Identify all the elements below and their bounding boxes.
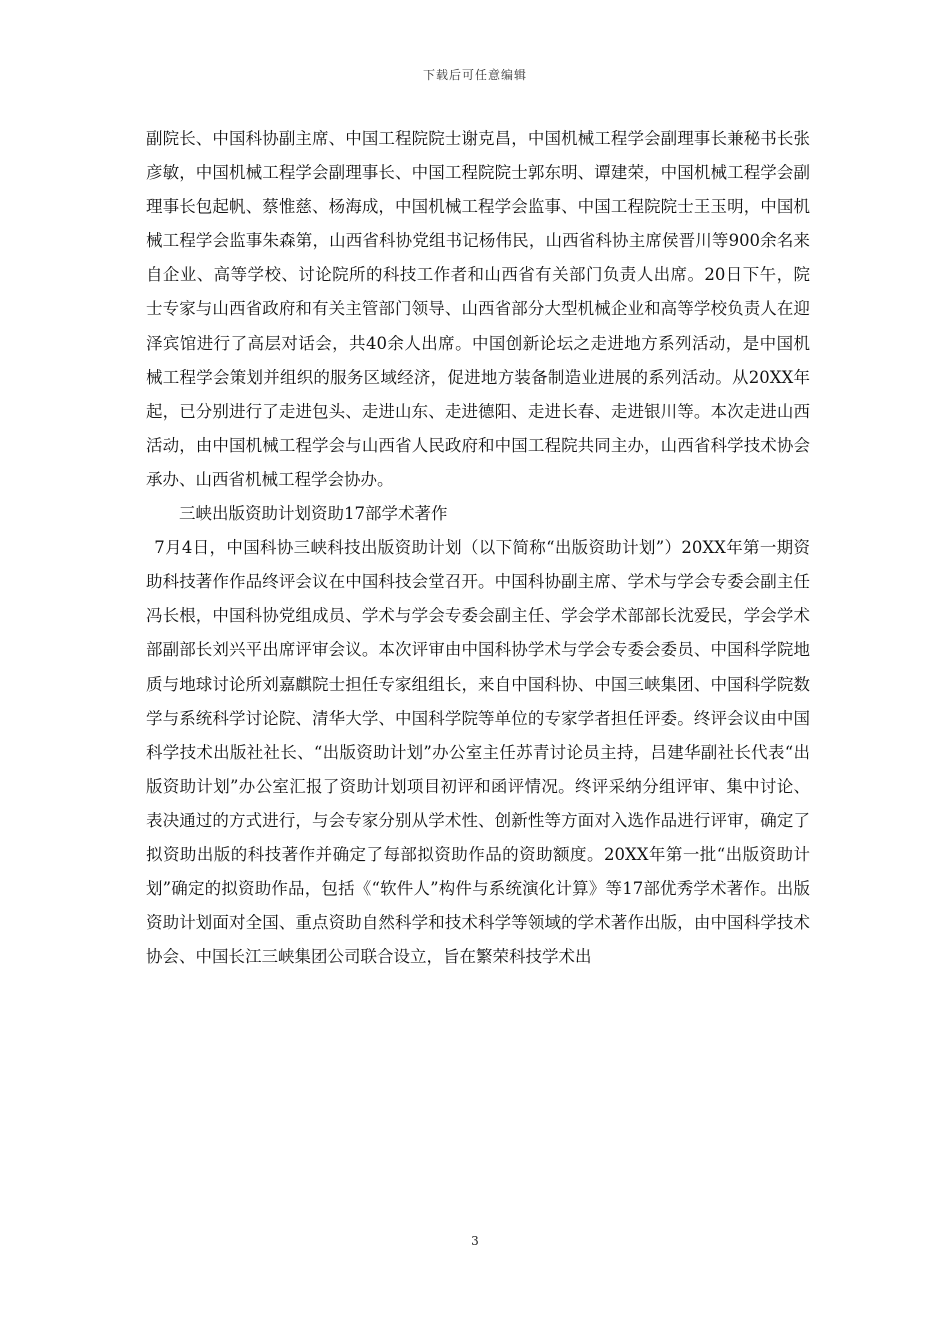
page-header-note: 下载后可任意编辑: [422, 68, 527, 82]
body-paragraph-1: 副院长、中国科协副主席、中国工程院院士谢克昌，中国机械工程学会副理事长兼秘书长张彦敏，中国机械工程学会副理事长、中国工程院院士郭东明、谭建荣，中国机械工程学会副理事长包起帆、蔡惟慈、杨海成，中国机械工程学会监事、中国工程院院士王玉明，中国机械工程学会监事朱森第，山西省科协党组书记杨伟民，山西省科协主席侯晋川等900余名来自企业、高等学校、讨论院所的科技工作者和山西省有关部门负责人出席。20日下午，院士专家与山西省政府和有关主管部门领导、山西省部分大型机械企业和高等学校负责人在迎泽宾馆进行了高层对话会，共40余人出席。中国创新论坛之走进地方系列活动，是中国机械工程学会策划并组织的服务区域经济，促进地方装备制造业进展的系列活动。从20XX年起，已分别进行了走进包头、走进山东、走进德阳、走进长春、走进银川等。本次走进山西活动，由中国机械工程学会与山西省人民政府和中国工程院共同主办，山西省科学技术协会承办、山西省机械工程学会协办。: [146, 129, 810, 489]
page-number: 3: [471, 1234, 479, 1248]
document-body: [146, 122, 810, 974]
body-paragraph-2: 7月4日，中国科协三峡科技出版资助计划（以下简称“出版资助计划”）20XX年第一期资助科技著作作品终评会议在中国科技会堂召开。中国科协副主席、学术与学会专委会副主任冯长根，中国科协党组成员、学术与学会专委会副主任、学会学术部部长沈爱民，学会学术部副部长刘兴平出席评审会议。本次评审由中国科协学术与学会专委会委员、中国科学院地质与地球讨论所刘嘉麒院士担任专家组组长，来自中国科协、中国三峡集团、中国科学院数学与系统科学讨论院、清华大学、中国科学院等单位的专家学者担任评委。终评会议由中国科学技术出版社社长、“出版资助计划”办公室主任苏青讨论员主持，吕建华副社长代表“出版资助计划”办公室汇报了资助计划项目初评和函评情况。终评采纳分组评审、集中讨论、表决通过的方式进行，与会专家分别从学术性、创新性等方面对入选作品进行评审，确定了拟资助出版的科技著作并确定了每部拟资助作品的资助额度。20XX年第一批“出版资助计划”确定的拟资助作品，包括《“软件人”构件与系统演化计算》等17部优秀学术著作。出版资助计划面对全国、重点资助自然科学和技术科学等领域的学术著作出版，由中国科学技术协会、中国长江三峡集团公司联合设立，旨在繁荣科技学术出: [146, 538, 810, 967]
section-heading: 三峡出版资助计划资助17部学术著作: [179, 504, 448, 524]
